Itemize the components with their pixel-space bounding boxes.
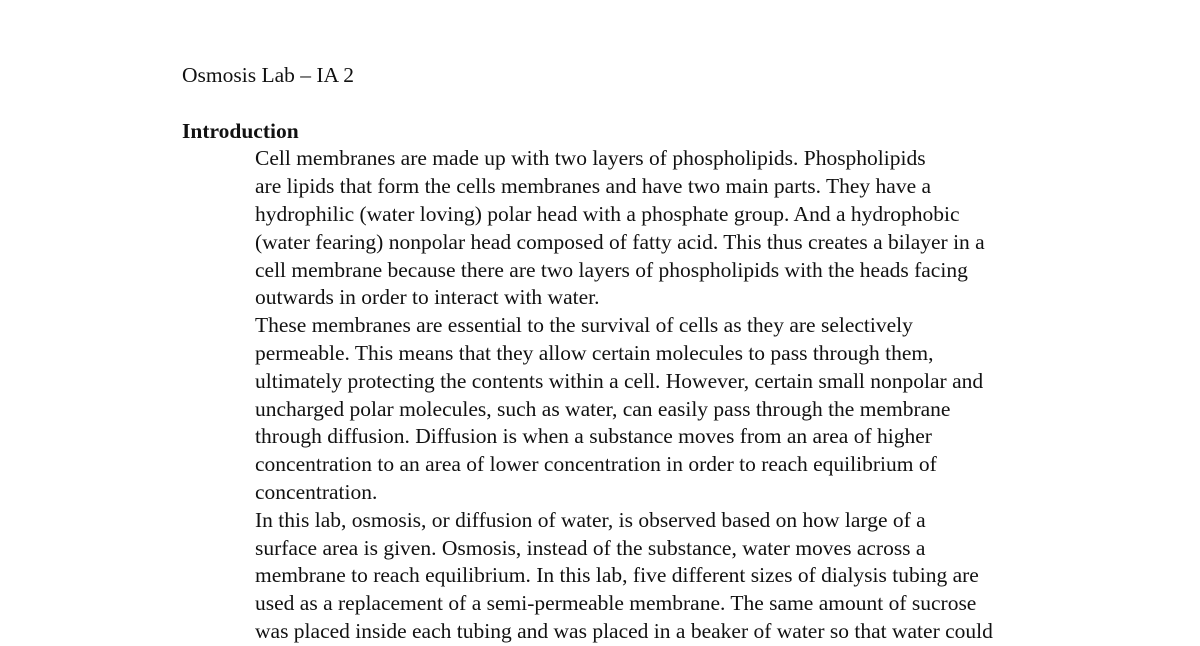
paragraph-line: membrane to reach equilibrium. In this lab, five different sizes of dialysis tubing are: [255, 563, 979, 588]
paragraph-line: used as a replacement of a semi-permeable membrane. The same amount of sucrose: [255, 591, 977, 616]
blank-line: [182, 90, 1012, 118]
paragraph-line: surface area is given. Osmosis, instead of the substance, water moves across a: [255, 535, 926, 560]
paragraph-line: These membranes are essential to the survival of cells as they are selectively: [255, 313, 913, 338]
paragraph-line: (water fearing) nonpolar head composed of fatty acid. This thus creates a bilayer in a: [255, 229, 985, 254]
section-heading-introduction: Introduction: [182, 118, 299, 143]
paragraph-line: uncharged polar molecules, such as water, can easily pass through the membrane: [255, 396, 951, 421]
paragraph-line: concentration to an area of lower concentration in order to reach equilibrium of: [255, 452, 937, 477]
paragraph-line: permeable. This means that they allow certain molecules to pass through them,: [255, 340, 934, 365]
paragraph-line: Cell membranes are made up with two layers of phospholipids. Phospholipids: [255, 146, 926, 171]
document-title: Osmosis Lab – IA 2: [182, 63, 354, 87]
paragraph-line: through diffusion. Diffusion is when a substance moves from an area of higher: [255, 424, 932, 449]
paragraph-line: ultimately protecting the contents within a cell. However, certain small nonpolar and: [255, 368, 984, 393]
paragraph-line: concentration.: [255, 479, 378, 504]
paragraph-line: In this lab, osmosis, or diffusion of water, is observed based on how large of a: [255, 507, 926, 532]
paragraph-line: hydrophilic (water loving) polar head with a phosphate group. And a hydrophobic: [255, 201, 960, 226]
paragraph-line: was placed inside each tubing and was placed in a beaker of water so that water could: [255, 618, 993, 643]
paragraph-line: are lipids that form the cells membranes and have two main parts. They have a: [255, 174, 932, 199]
paragraph-line: cell membrane because there are two layers of phospholipids with the heads facing: [255, 257, 968, 282]
paragraph-line: outwards in order to interact with water.: [255, 285, 600, 310]
paragraph-2: [182, 312, 1012, 507]
document-body: [182, 62, 1012, 646]
paragraph-1: [182, 145, 1012, 312]
paragraph-3: [182, 507, 1012, 646]
